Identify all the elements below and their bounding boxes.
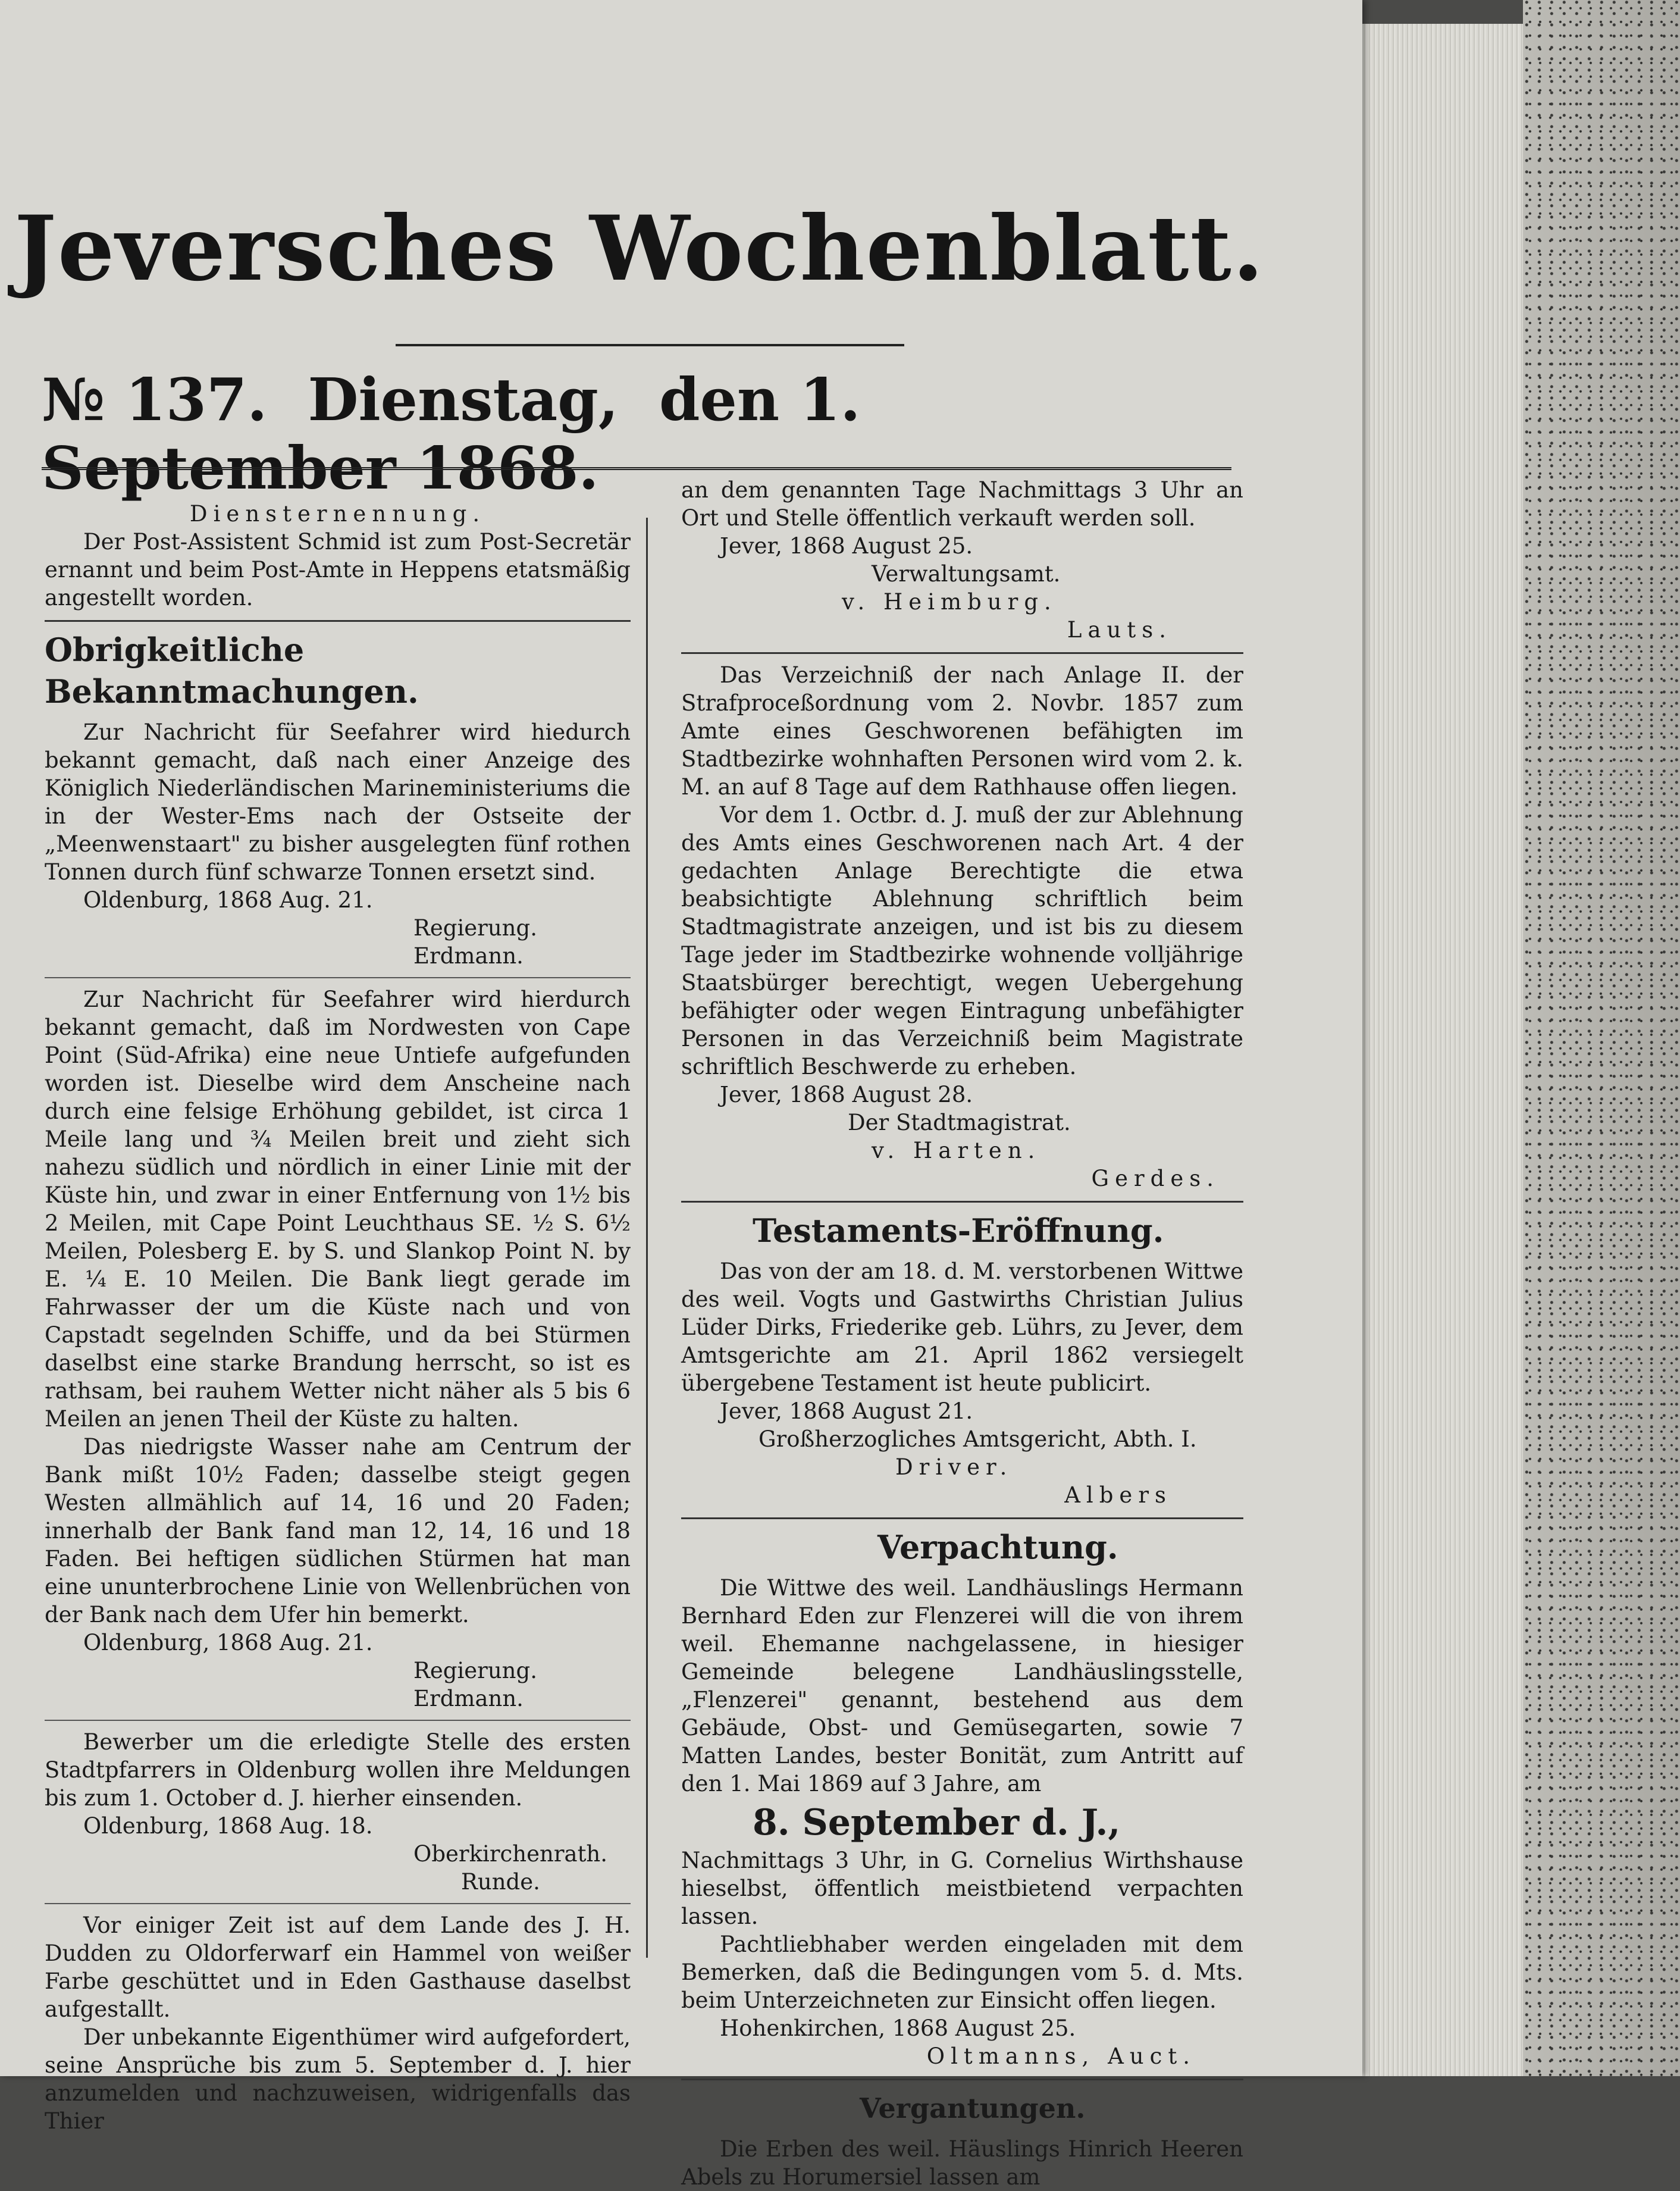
divider xyxy=(681,2079,1243,2080)
jury-list-sig-name: v. Harten. xyxy=(872,1138,1041,1163)
notice-3-text: Bewerber um die erledigte Stelle des ersten Stadtpfarrers in Oldenburg wollen ihre Meldungen bis zum 1. October d. J. hierher einsenden. xyxy=(45,1729,631,1811)
left-column xyxy=(45,500,631,2135)
appointment-title: Diensternennung. xyxy=(189,501,486,527)
book-cover-edge xyxy=(1523,0,1680,2076)
notice-4-text: Vor einiger Zeit ist auf dem Lande des J. H. Dudden zu Oldorferwarf ein Hammel von weißer Farbe geschüttet und in Eden Gasthause daselbst aufgestallt. xyxy=(45,1913,631,2022)
jury-list-text: Das Verzeichniß der nach Anlage II. der Strafproceßordnung vom 2. Novbr. 1857 zum Amte eines Geschworenen befähigten im Stadtbezirke wohnhaften Personen wird vom 2. k. M. an auf 8 Tage auf dem Rathhause offen liegen. xyxy=(681,662,1243,800)
testament-text: Das von der am 18. d. M. verstorbenen Wittwe des weil. Vogts und Gastwirths Christian Julius Lüder Dirks, Friederike geb. Lührs, zu Jever, dem Amtsgerichte am 21. April 1862 versiegelt übergebene Testament ist heute publicirt. xyxy=(681,1259,1243,1396)
lease-date: 8. September d. J., xyxy=(753,1802,1121,1843)
cont-text: an dem genannten Tage Nachmittags 3 Uhr an Ort und Stelle öffentlich verkauft werden soll. xyxy=(681,477,1243,531)
notice-1-sig-authority: Regierung. xyxy=(413,915,537,941)
testament-sig-authority: Großherzogliches Amtsgericht, Abth. I. xyxy=(758,1426,1197,1452)
notice-3-sig-name: Runde. xyxy=(461,1869,540,1895)
divider xyxy=(45,1903,631,1904)
divider xyxy=(45,977,631,978)
jury-list-sig-clerk: Gerdes. xyxy=(1091,1166,1220,1191)
notice-2-text: Zur Nachricht für Seefahrer wird hierdurch bekannt gemacht, daß im Nordwesten von Cape Point (Süd-Afrika) eine neue Untiefe aufgefunden worden ist. Dieselbe wird dem Anscheine nach durch eine felsige Erhöhung gebildet, ist circa 1 Meile lang und ¾ Meilen breit und zieht sich nahezu südlich und nördlich in einer Linie mit der Küste hin, und zwar in einer Entfernung von 1½ bis 2 Meilen, mit Cape Point Leuchthaus SE. ½ S. 6½ Meilen, Polesberg E. by S. und Slankop Point N. by E. ¼ E. 10 Meilen. Die Bank liegt gerade im Fahrwasser der um die Küste nach und von Capstadt segelnden Schiffe, und da bei Stürmen daselbst eine starke Brandung herrscht, so ist es rathsam, bei rauhem Wetter nicht näher als 5 bis 6 Meilen an jenen Theil der Küste zu halten. xyxy=(45,987,631,1432)
notice-1-sig-name: Erdmann. xyxy=(413,943,524,969)
lease-heading: Verpachtung. xyxy=(877,1528,1118,1566)
masthead-title: Jeversches Wochenblatt. xyxy=(14,196,1265,301)
cont-place: Jever, 1868 August 25. xyxy=(720,533,973,559)
lease-text-3: Pachtliebhaber werden eingeladen mit dem Bemerken, daß die Bedingungen vom 5. d. Mts. beim Unterzeichneten zur Einsicht offen liegen. xyxy=(681,1932,1243,2013)
auction-text: Die Erben des weil. Häuslings Hinrich Heeren Abels zu Horumersiel lassen am xyxy=(681,2136,1243,2190)
divider xyxy=(681,1201,1243,1203)
notice-2-sig-name: Erdmann. xyxy=(413,1686,524,1711)
divider xyxy=(45,1720,631,1721)
column-divider xyxy=(646,518,648,1958)
cont-sig-clerk: Lauts. xyxy=(1067,617,1172,643)
lease-place: Hohenkirchen, 1868 August 25. xyxy=(720,2015,1076,2041)
notice-3-place: Oldenburg, 1868 Aug. 18. xyxy=(83,1813,373,1839)
jury-list-sig-authority: Der Stadtmagistrat. xyxy=(848,1110,1071,1135)
notice-2-sig-authority: Regierung. xyxy=(413,1658,537,1683)
notice-2-place: Oldenburg, 1868 Aug. 21. xyxy=(83,1630,373,1655)
appointment-text: Der Post-Assistent Schmid ist zum Post-Secretär ernannt und beim Post-Amte in Heppens etatsmäßig angestellt worden. xyxy=(45,529,631,611)
cont-sig-authority: Verwaltungsamt. xyxy=(872,561,1061,587)
lease-text-2: Nachmittags 3 Uhr, in G. Cornelius Wirthshause hieselbst, öffentlich meistbietend verpachten lassen. xyxy=(681,1848,1243,1929)
masthead-rule xyxy=(396,344,904,346)
testament-sig-clerk: Albers xyxy=(1064,1482,1172,1508)
issue-number: № 137. xyxy=(42,366,268,434)
cont-sig-name: v. Heimburg. xyxy=(842,589,1057,615)
section-heading-official: Obrigkeitliche Bekanntmachungen. xyxy=(45,631,419,710)
divider xyxy=(681,652,1243,654)
testament-sig-name: Driver. xyxy=(895,1454,1013,1480)
notice-4-text-2: Der unbekannte Eigenthümer wird aufgefordert, seine Ansprüche bis zum 5. September d. J. hier anzumelden und nachzuweisen, widrigenfalls das Thier xyxy=(45,2024,631,2134)
issue-date: den 1. September 1868. xyxy=(42,366,861,503)
lease-text: Die Wittwe des weil. Landhäuslings Hermann Bernhard Eden zur Flenzerei will die von ihrem weil. Ehemanne nachgelassene, in hiesiger Gemeinde belegene Landhäuslingsstelle, „Flenzerei" genannt, bestehend aus dem Gebäude, Obst- und Gemüsegarten, sowie 7 Matten Landes, bester Bonität, zum Antritt auf den 1. Mai 1869 auf 3 Jahre, am xyxy=(681,1575,1243,1796)
jury-list-place: Jever, 1868 August 28. xyxy=(720,1082,973,1107)
divider xyxy=(681,1517,1243,1519)
notice-1-text: Zur Nachricht für Seefahrer wird hiedurch bekannt gemacht, daß nach einer Anzeige des Königlich Niederländischen Marineministeriums die in der Wester-Ems nach der Ostseite der „Meenwenstaart" zu bisher ausgelegten fünf rothen Tonnen durch fünf schwarze Tonnen ersetzt sind. xyxy=(45,719,631,885)
testament-place: Jever, 1868 August 21. xyxy=(720,1398,973,1424)
divider xyxy=(45,620,631,622)
testament-heading: Testaments-Eröffnung. xyxy=(753,1212,1164,1250)
notice-1-place: Oldenburg, 1868 Aug. 21. xyxy=(83,887,373,913)
right-column xyxy=(681,476,1243,2191)
lease-sig: Oltmanns, Auct. xyxy=(926,2043,1196,2069)
notice-3-sig-authority: Oberkirchenrath. xyxy=(413,1841,608,1867)
auction-heading: Vergantungen. xyxy=(860,2092,1086,2124)
jury-list-text-2: Vor dem 1. Octbr. d. J. muß der zur Ablehnung des Amts eines Geschworenen nach Art. 4 der gedachten Anlage Berechtigte die etwa beabsichtigte Ablehnung schriftlich beim Stadtmagistrate anzeigen, und ist bis zu diesem Tage jeder im Stadtbezirke wohnende volljährige Staatsbürger berechtigt, wegen Uebergehung befähigter oder wegen Eintragung unbefähigter Personen in das Verzeichniß beim Magistrate schriftlich Beschwerde zu erheben. xyxy=(681,802,1243,1079)
notice-2-text-2: Das niedrigste Wasser nahe am Centrum der Bank mißt 10½ Faden; dasselbe steigt gegen Westen allmählich auf 14, 16 und 20 Faden; innerhalb der Bank fand man 12, 14, 16 und 18 Faden. Bei heftigen südlichen Stürmen hat man eine ununterbrochene Linie von Wellenbrüchen von der Bank nach dem Ufer hin bemerkt. xyxy=(45,1434,631,1627)
header-rule xyxy=(42,467,1231,470)
issue-weekday: Dienstag, xyxy=(308,366,619,434)
